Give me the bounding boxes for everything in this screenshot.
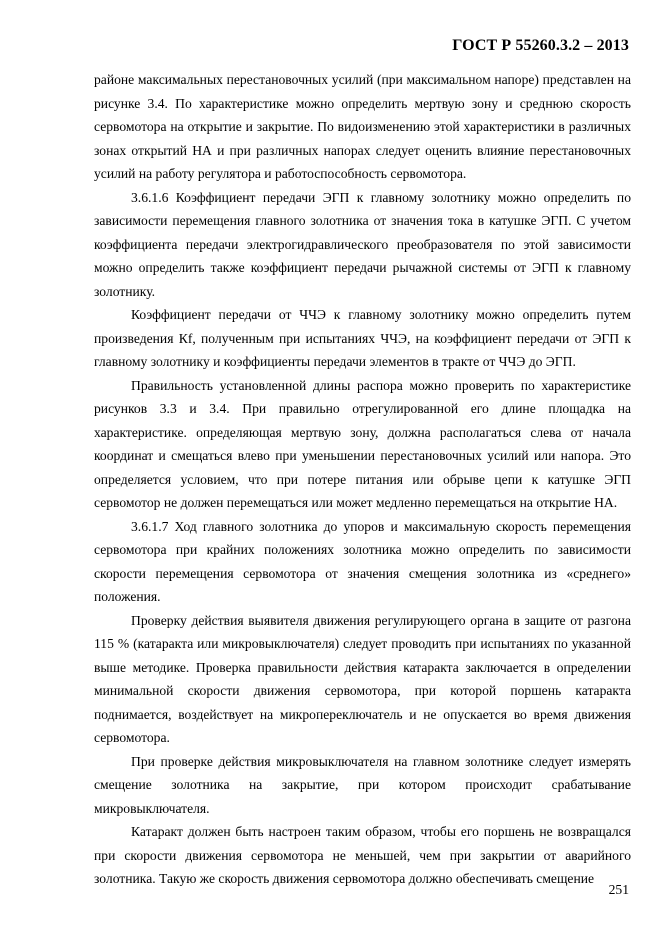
paragraph-continued: районе максимальных перестановочных усилий (при максимальном напоре) представлен на рисунке 3.4. По характеристике можно определить мертвую зону и среднюю скорость сервомотора на открытие и закрытие. По видоизменению этой характеристики в различных зонах открытий НА и при различных напорах следует оценить влияние перестановочных усилий на работу регулятора и работоспособность сервомотора. bbox=[94, 72, 631, 181]
paragraph-microswitch-check: При проверке действия микровыключателя на главном золотнике следует измерять смещение золотника на закрытие, при котором происходит срабатывание микровыключателя. bbox=[94, 753, 631, 816]
paragraph-spacer-length: Правильность установленной длины распора можно проверить по характеристике рисунков 3.3 и 3.4. При правильно отрегулированной его длине площадка на характеристике. определяющая мертвую зону, должна располагаться слева от начала координат и смещаться влево при уменьшении перестановочных усилий или напора. Это определяется условием, что при потере питания или обрыве цепи к катушке ЭГП сервомотор не должен перемещаться или может медленно перемещаться на открытие НА. bbox=[94, 377, 631, 510]
paragraph-motion-detector-check: Проверку действия выявителя движения регулирующего органа в защите от разгона 115 % (катаракта или микровыключателя) следует проводить при испытаниях по указанной выше методике. Проверка правильности действия катаракта заключается в определении минимальной скорости движения сервомотора, при которой поршень катаракта поднимается, воздействует на микропереключатель и не опускается во время движения сервомотора. bbox=[94, 612, 631, 745]
page-header-standard-code: ГОСТ Р 55260.3.2 – 2013 bbox=[452, 37, 629, 54]
paragraph-3-6-1-7: 3.6.1.7 Ход главного золотника до упоров и максимальную скорость перемещения сервомотора при крайних положениях золотника можно определить по зависимости скорости перемещения сервомотора от значения смещения золотника из «среднего» положения. bbox=[94, 518, 631, 604]
paragraph-transfer-coefficient: Коэффициент передачи от ЧЧЭ к главному золотнику можно определить путем произведения Кf, полученным при испытаниях ЧЧЭ, на коэффициент передачи от ЭГП к главному золотнику и коэффициенты передачи элементов в тракте от ЧЧЭ до ЭГП. bbox=[94, 307, 631, 369]
paragraph-3-6-1-6: 3.6.1.6 Коэффициент передачи ЭГП к главному золотнику можно определить по зависимости перемещения главного золотника от значения тока в катушке ЭГП. С учетом коэффициента передачи электрогидравлического преобразователя по этой зависимости можно определить также коэффициент передачи рычажной системы от ЭГП к главному золотнику. bbox=[94, 189, 631, 299]
document-body bbox=[94, 68, 631, 891]
paragraph-cataract-setup: Катаракт должен быть настроен таким образом, чтобы его поршень не возвращался при скорости движения сервомотора не меньшей, чем при закрытии от аварийного золотника. Такую же скорость движения сервомотора должно обеспечивать смещение bbox=[94, 824, 631, 886]
page-number: 251 bbox=[608, 882, 629, 897]
